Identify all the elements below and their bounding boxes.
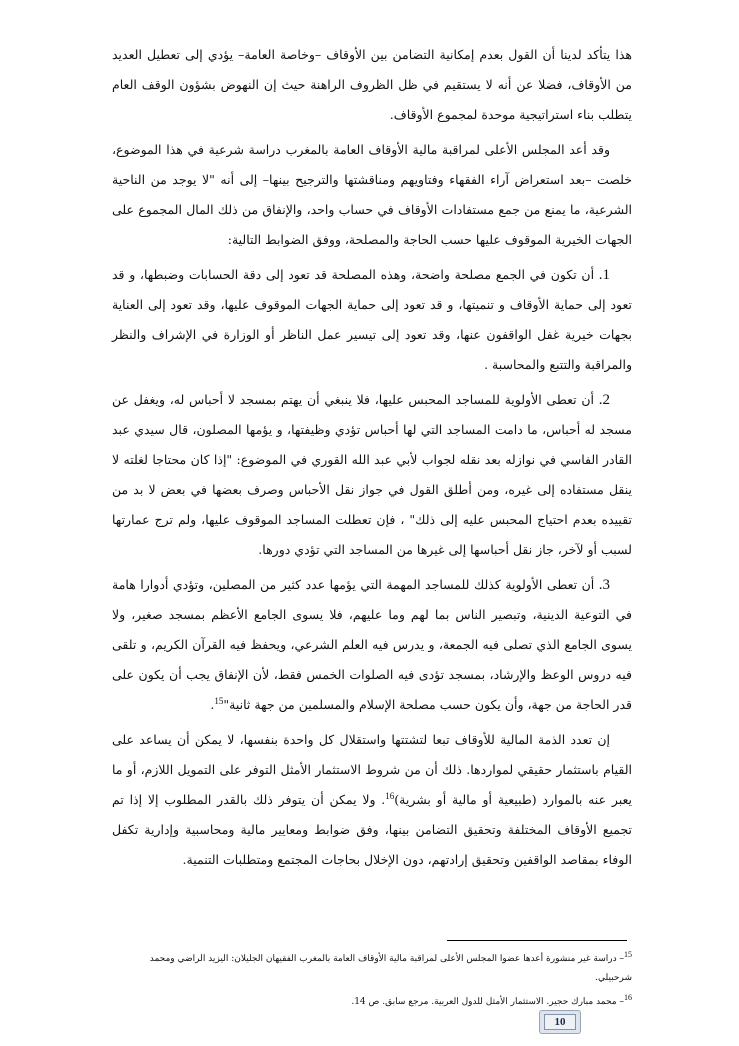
list-item-text: أن تعطى الأولوية كذلك للمساجد المهمة التي يؤمها عدد كثير من المصلين، وتؤدي أدوارا هامة في التوعية الدينية، وتبصير الناس بما لهم وما عليهم، فلا يسوى الجامع الأعظم بمسجد صغير، ولا يسوى الجامع الذي تصلى فيه الجمعة، و يدرس فيه العلم الشرعي، ويحفظ فيه القرآن الكريم، و تلقى فيه دروس الوعظ والإرشاد، بمسجد تؤدى فيه الصلوات الخمس فقط، لأن الإنفاق يجب أن يكون على قدر الحاجة من جهة، وأن يكون حسب مصلحة الإسلام والمسلمين من جهة ثانية"	[112, 577, 632, 712]
list-item-1	[112, 260, 632, 380]
page-number-badge	[539, 1010, 581, 1034]
paragraph-conclusion	[112, 725, 632, 875]
list-item-number: 1.	[598, 267, 610, 283]
list-item-3	[112, 570, 632, 720]
paragraph-conclusion-text-b: . ولا يمكن أن يتوفر ذلك بالقدر المطلوب إلا إذا تم تجميع الأوقاف المختلفة وتحقيق التضامن بينها، وفق ضوابط ومعايير مالية ومحاسبية وإدارية تكفل الوفاء بمقاصد الواقفين وتحقيق إرادتهم، دون الإخلال بحاجات المجتمع ومتطلبات التنمية.	[112, 792, 632, 867]
footnote-divider	[447, 940, 627, 941]
footnote-16	[112, 988, 632, 1012]
paragraph-intro-text: هذا يتأكد لدينا أن القول بعدم إمكانية التضامن بين الأوقاف –وخاصة العامة– يؤدي إلى تعطيل العديد من الأوقاف، فضلا عن أنه لا يستقيم في ظل الظروف الراهنة حيث إن النهوض بشؤون الوقف العام يتطلب بناء استراتيجية موحدة لمجموع الأوقاف.	[112, 47, 632, 122]
footnote-15	[112, 945, 632, 988]
footnotes	[112, 945, 632, 1012]
list-item-2	[112, 385, 632, 565]
page-number: 10	[544, 1014, 576, 1030]
footnote-text: – دراسة غير منشورة أعدها عضوا المجلس الأعلى لمراقبة مالية الأوقاف العامة بالمغرب الفقيهان الجليلان: اليزيد الراضي ومحمد شرحبيلي.	[149, 954, 632, 983]
paragraph-conclusion-text-a: إن تعدد الذمة المالية للأوقاف تبعا لتشتتها واستقلال كل واحدة بنفسها، لا يمكن أن يساعد على القيام باستثمار حقيقي لمواردها. ذلك أن من شروط الاستثمار الأمثل التوفر على التمويل اللازم، أو ما يعبر عنه بالموارد (طبيعية أو مالية أو بشرية)	[112, 732, 633, 807]
list-item-end: .	[210, 697, 215, 712]
paragraph-intro	[112, 40, 632, 130]
footnote-marker: 16	[624, 993, 632, 1002]
paragraph-council-study-text: وقد أعد المجلس الأعلى لمراقبة مالية الأوقاف العامة بالمغرب دراسة شرعية في هذا الموضوع، خلصت –بعد استعراض آراء الفقهاء وفتاويهم ومناقشتها والترجيح بينها– إلى أنه "لا يوجد من الناحية الشرعية، ما يمنع من جمع مستفادات الأوقاف في حساب واحد، والإنفاق من ذلك المال المجموع على الجهات الخيرية الموقوف عليها حسب الحاجة والمصلحة، ووفق الضوابط التالية:	[112, 142, 632, 247]
paragraph-council-study	[112, 135, 632, 255]
list-item-number: 3.	[598, 577, 610, 593]
footnote-marker: 15	[624, 950, 632, 959]
footnote-reference-16[interactable]: 16	[385, 790, 395, 801]
footnote-text: – محمد مبارك حجير. الاستثمار الأمثل للدول العربية. مرجع سابق. ص 14.	[351, 997, 624, 1007]
list-item-text: أن تعطى الأولوية للمساجد المحبس عليها، فلا ينبغي أن يهتم بمسجد لا أحباس له، ويغفل عن مسجد له أحباس، ما دامت المساجد التي لها أحباس تؤدي وظيفتها، و يؤمها المصلون، قال سيدي عبد القادر الفاسي في نوازله بعد نقله لجواب لأبي عبد الله القوري في الموضوع: "إذا كان محتاجا لغلته لا ينقل مستفاده إلى غيره، ومن أطلق القول في جواز نقل الأحباس وصرف بعضها في بعض لا بد من تقييده بعدم احتياج المحبس عليه إلى ذلك" ، فإن تعطلت المساجد الموقوف عليها، ولم ترج عمارتها لسبب أو لآخر، جاز نقل أحباسها إلى غيرها من المساجد التي تؤدي دورها.	[112, 392, 632, 557]
footnote-reference-15[interactable]: 15	[214, 695, 224, 706]
list-item-text: أن تكون في الجمع مصلحة واضحة، وهذه المصلحة قد تعود إلى دقة الحسابات وضبطها، و قد تعود إلى حماية الأوقاف و تنميتها، و قد تعود إلى حماية الجهات الموقوف عليها، وقد تعود إلى العناية بجهات خيرية غفل الواقفون عنها، وقد تعود إلى تيسير عمل الناظر أو الوزارة في الإشراف والنظر والمراقبة والتتبع والمحاسبة .	[112, 267, 632, 372]
list-item-number: 2.	[598, 392, 610, 408]
body-text	[112, 40, 632, 880]
